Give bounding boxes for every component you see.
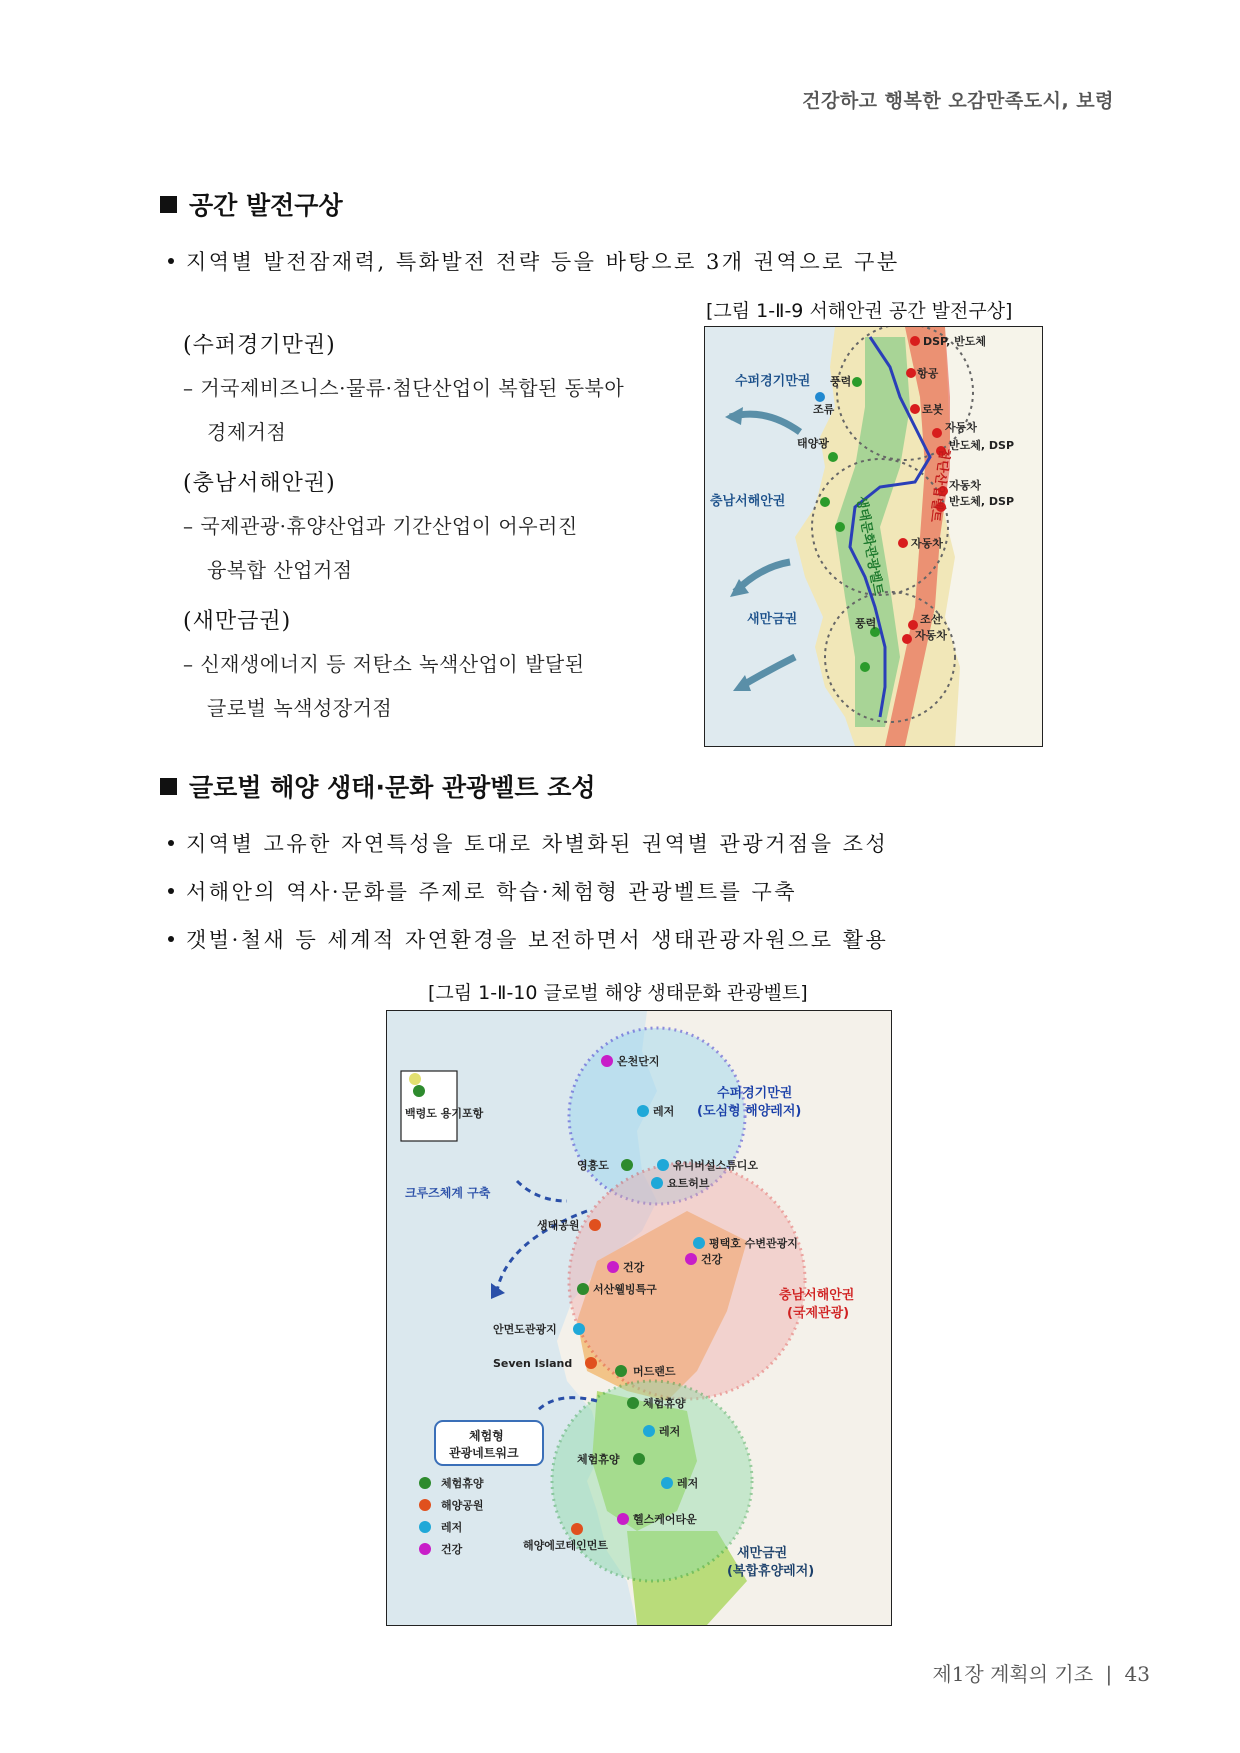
region-heading: (수퍼경기만권) bbox=[183, 333, 336, 358]
network-label: 관광네트워크 bbox=[449, 1446, 519, 1460]
square-bullet-icon bbox=[160, 196, 177, 213]
region-desc: 경제거점 bbox=[207, 420, 287, 444]
region-label: (국제관광) bbox=[787, 1306, 850, 1321]
map1-label: 항공 bbox=[917, 367, 939, 380]
running-header: 건강하고 행복한 오감만족도시, 보령 bbox=[802, 90, 1114, 112]
map1-label: 조선 bbox=[920, 613, 942, 626]
place-label: 체험휴양 bbox=[643, 1397, 686, 1410]
map1-belt-label: 생태문화관광벨트 bbox=[853, 495, 886, 597]
place-label: 요트허브 bbox=[667, 1177, 710, 1190]
map2-svg bbox=[387, 1011, 891, 1625]
map1-label: 반도체, DSP bbox=[949, 495, 1015, 508]
place-label: 서산웰빙특구 bbox=[593, 1283, 657, 1296]
map1-label: 풍력 bbox=[830, 375, 852, 388]
bullet-item bbox=[168, 876, 797, 906]
legend-swatch bbox=[419, 1543, 431, 1555]
footer-chapter: 제1장 계획의 기조 bbox=[932, 1662, 1094, 1686]
place-label: 평택호 수변관광지 bbox=[709, 1237, 798, 1250]
bullet-item bbox=[168, 828, 888, 858]
region-desc: – 신재생에너지 등 저탄소 녹색산업이 발달된 bbox=[183, 652, 585, 676]
bullet-item bbox=[168, 246, 900, 276]
figure-caption: [그림 1-Ⅱ-10 글로벌 해양 생태문화 관광벨트] bbox=[428, 982, 808, 1004]
section-title-text: 공간 발전구상 bbox=[189, 191, 343, 220]
region-label: 충남서해안권 bbox=[779, 1288, 855, 1303]
map1-label: 자동차 bbox=[911, 537, 943, 550]
region-label: 수퍼경기만권 bbox=[717, 1086, 793, 1101]
place-label: 헬스케어타운 bbox=[633, 1513, 697, 1526]
map1-label: DSP, 반도체 bbox=[923, 335, 986, 348]
figure-caption: [그림 1-Ⅱ-9 서해안권 공간 발전구상] bbox=[706, 300, 1013, 322]
legend-label: 해양공원 bbox=[441, 1499, 484, 1512]
bullet-item bbox=[168, 924, 888, 954]
region-heading: (새만금권) bbox=[183, 609, 292, 634]
section-title-tourism bbox=[160, 768, 596, 804]
region-desc: 융복합 산업거점 bbox=[207, 558, 353, 582]
map1-label: 로봇 bbox=[922, 403, 944, 416]
map1-label: 풍력 bbox=[855, 617, 877, 630]
page-footer bbox=[932, 1658, 1150, 1687]
legend-swatch bbox=[419, 1499, 431, 1511]
place-label: 체험휴양 bbox=[577, 1453, 620, 1466]
region-label: 새만금권 bbox=[737, 1546, 788, 1561]
map1-label: 자동차 bbox=[915, 629, 947, 642]
place-label: Seven Island bbox=[493, 1357, 573, 1370]
region-desc: – 국제관광·휴양산업과 기간산업이 어우러진 bbox=[183, 514, 578, 538]
bullet-dot-icon bbox=[168, 888, 174, 894]
footer-separator: | bbox=[1105, 1662, 1113, 1686]
square-bullet-icon bbox=[160, 778, 177, 795]
map1-svg bbox=[705, 327, 1042, 746]
place-label: 레저 bbox=[653, 1105, 675, 1118]
bullet-text: 갯벌·철새 등 세계적 자연환경을 보전하면서 생태관광자원으로 활용 bbox=[186, 928, 889, 952]
inset-label-text: 백령도 용기포항 bbox=[405, 1107, 484, 1120]
bullet-text: 서해안의 역사·문화를 주제로 학습·체험형 관광벨트를 구축 bbox=[186, 880, 798, 904]
section-title-spatial bbox=[160, 186, 343, 222]
network-label: 체험형 bbox=[469, 1429, 504, 1443]
bullet-dot-icon bbox=[168, 258, 174, 264]
inset-label bbox=[405, 1106, 484, 1120]
region-label: (도심형 해양레저) bbox=[697, 1104, 802, 1119]
legend-label: 건강 bbox=[441, 1543, 463, 1556]
place-label: 머드랜드 bbox=[633, 1365, 676, 1378]
bullet-dot-icon bbox=[168, 936, 174, 942]
region-desc: – 거국제비즈니스·물류·첨단산업이 복합된 동북아 bbox=[183, 376, 625, 400]
map1-label: 태양광 bbox=[797, 437, 829, 450]
place-label: 안면도관광지 bbox=[493, 1323, 557, 1336]
page-number: 43 bbox=[1124, 1662, 1150, 1686]
map1-belt-label: 첨단산업벨트 bbox=[926, 446, 952, 524]
place-label: 건강 bbox=[623, 1261, 645, 1274]
legend-label: 체험휴양 bbox=[441, 1477, 484, 1490]
region-desc: 글로벌 녹색성장거점 bbox=[207, 696, 393, 720]
map1-label: 자동차 bbox=[949, 479, 981, 492]
place-label: 생태공원 bbox=[537, 1219, 580, 1232]
map1-label: 조류 bbox=[813, 403, 835, 416]
map1-region-label: 수퍼경기만권 bbox=[735, 374, 811, 389]
region-label: (복합휴양레저) bbox=[727, 1564, 815, 1579]
spatial-development-map bbox=[704, 326, 1043, 747]
tourism-belt-map bbox=[386, 1010, 892, 1626]
place-label: 레저 bbox=[659, 1425, 681, 1438]
bullet-dot-icon bbox=[168, 840, 174, 846]
section-title-text: 글로벌 해양 생태·문화 관광벨트 조성 bbox=[189, 773, 596, 802]
place-label: 유니버설스튜디오 bbox=[673, 1159, 759, 1172]
place-label: 레저 bbox=[677, 1477, 699, 1490]
bullet-text: 지역별 발전잠재력, 특화발전 전략 등을 바탕으로 3개 권역으로 구분 bbox=[186, 250, 900, 274]
place-label: 해양에코테인먼트 bbox=[523, 1539, 609, 1552]
place-label: 건강 bbox=[701, 1253, 723, 1266]
region-heading: (충남서해안권) bbox=[183, 471, 336, 496]
map1-region-label: 새만금권 bbox=[747, 612, 798, 627]
cruise-label: 크루즈체계 구축 bbox=[405, 1186, 491, 1200]
place-label: 온천단지 bbox=[617, 1055, 660, 1068]
bullet-text: 지역별 고유한 자연특성을 토대로 차별화된 권역별 관광거점을 조성 bbox=[186, 832, 889, 856]
map1-region-label: 충남서해안권 bbox=[710, 494, 786, 509]
map1-label: 자동차 bbox=[945, 421, 977, 434]
legend-swatch bbox=[419, 1477, 431, 1489]
map1-label: 반도체, DSP bbox=[949, 439, 1015, 452]
legend-label: 레저 bbox=[441, 1521, 463, 1534]
place-label: 영흥도 bbox=[577, 1159, 609, 1172]
legend-swatch bbox=[419, 1521, 431, 1533]
